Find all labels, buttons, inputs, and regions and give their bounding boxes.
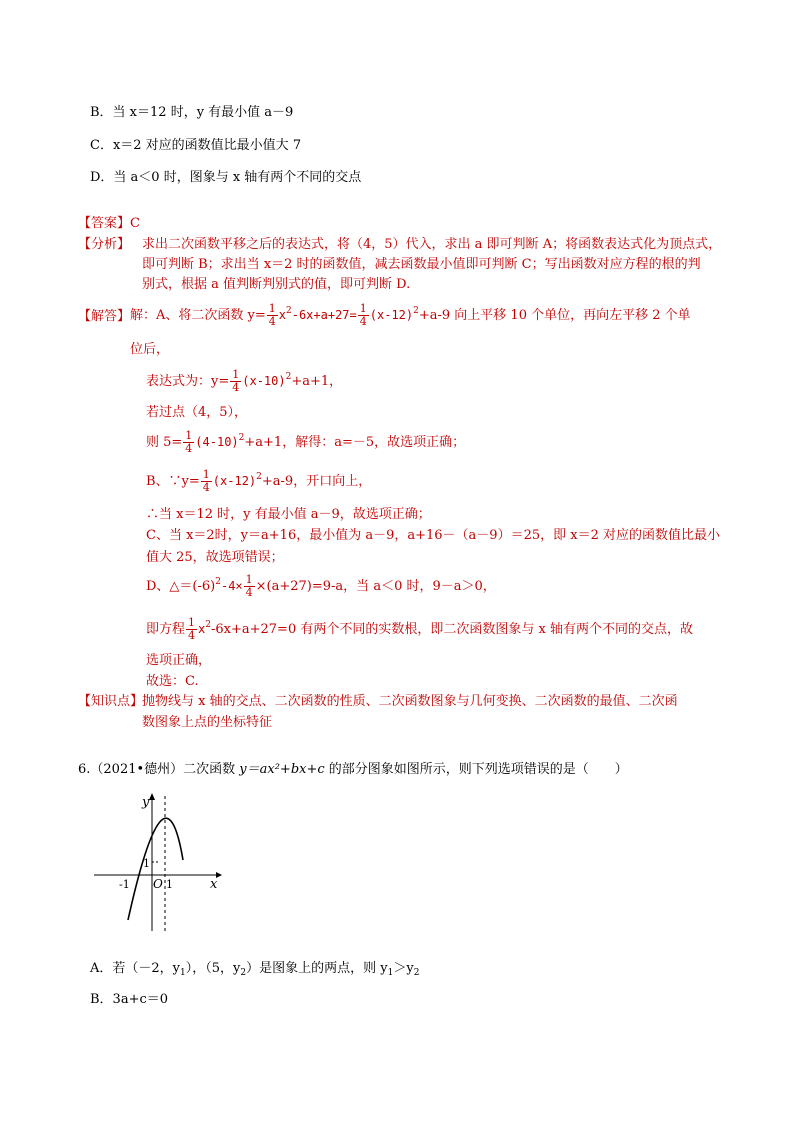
tick-1-x: 1	[166, 878, 173, 891]
analysis-line-2: 即可判断 B；求出当 x＝2 时的函数值，减去函数最小值即可判断 C；写出函数对应方程的根的判	[142, 257, 701, 272]
parabola-graph	[88, 788, 228, 938]
solution-line-13: 故选：C.	[146, 674, 199, 689]
x-axis-label: x	[210, 877, 218, 892]
y-axis-arrow	[149, 793, 155, 800]
solution-line-2: 位后，	[130, 342, 170, 357]
solution-line-7: ∴当 x＝12 时，y 有最小值 a－9，故选项正确；	[146, 507, 431, 522]
answer-value: C	[130, 216, 140, 231]
tick-1-y: 1	[143, 857, 150, 870]
solution-line-5: 则 5= $\frac{1}{4}$ $(4-10)^2+a+1$，解得：a=－5，故选项正确；	[146, 429, 466, 455]
knowledge-line-1: 抛物线与 x 轴的交点、二次函数的性质、二次函数图象与几何变换、二次函数的最值、二次函	[142, 694, 678, 709]
answer-label: 【答案】	[78, 216, 131, 231]
solution-line-1: 解：A、将二次函数 y= $\frac{1}{4}$ $x^2-6x+a+27=$ $\frac{1}{4}$ $(x-12)^2+a-9$ 向上平移 10 个单位，再向左平移 2 个单	[130, 302, 691, 328]
analysis-line-1: 求出二次函数平移之后的表达式，将（4，5）代入，求出 a 即可判断 A；将函数表达式化为顶点式，	[142, 237, 722, 252]
solution-line-8: C、当 x＝2时，y＝a+16，最小值为 a－9，a+16－（a－9）＝25，即 x＝2 对应的函数值比最小	[146, 528, 720, 543]
fraction-quarter: $\frac{1}{4}$	[268, 302, 276, 328]
solution-label: 【解答】	[78, 309, 131, 324]
parabola-curve	[128, 818, 183, 920]
knowledge-label: 【知识点】	[78, 694, 144, 709]
tick-neg1: -1	[119, 878, 130, 891]
analysis-line-3: 别式，根据 a 值判断判别式的值，即可判断 D.	[142, 277, 411, 292]
solution-line-12: 选项正确，	[146, 653, 212, 668]
solution-line-3: 表达式为：y= $\frac{1}{4}$ $(x-10)^2+a+1$，	[146, 368, 343, 394]
solution-line-4: 若过点（4，5），	[146, 405, 248, 420]
y-axis-label: y	[142, 795, 150, 810]
knowledge-line-2: 数图象上点的坐标特征	[142, 715, 273, 730]
option-d-prev: D．当 a＜0 时，图象与 x 轴有两个不同的交点	[90, 170, 362, 185]
q6-option-a: A．若（－2，$y_1$），（5，$y_2$）是图象上的两点，则 $y_1>y_2$	[90, 961, 420, 978]
option-b-prev: B．当 x＝12 时，y 有最小值 a－9	[90, 105, 294, 120]
solution-line-11: 即方程 $\frac{1}{4}$ $x^2-6x+a+27=0$ 有两个不同的实数根，即二次函数图象与 x 轴有两个不同的交点，故	[146, 616, 693, 642]
origin-label: O	[153, 877, 163, 891]
answer-row	[78, 212, 140, 231]
option-c-prev: C．x＝2 对应的函数值比最小值大 7	[90, 138, 302, 153]
solution-line-10: D、$\triangle=(-6)^2-4\times$ $\frac{1}{4}$ ×(a+27)=9-a，当 a＜0 时，9－a＞0，	[146, 573, 496, 599]
analysis-label: 【分析】	[78, 237, 131, 252]
q6-option-b: B．3a+c＝0	[90, 992, 169, 1007]
solution-line-6: B、∵y= $\frac{1}{4}$ $(x-12)^2+a-9$，开口向上，	[146, 468, 372, 494]
question-6-stem: 6.（2021•德州）二次函数 y＝ax²+bx+c 的部分图象如图所示，则下列选项错误的是（ ）	[78, 762, 628, 777]
solution-line-9: 值大 25，故选项错误；	[146, 550, 284, 565]
